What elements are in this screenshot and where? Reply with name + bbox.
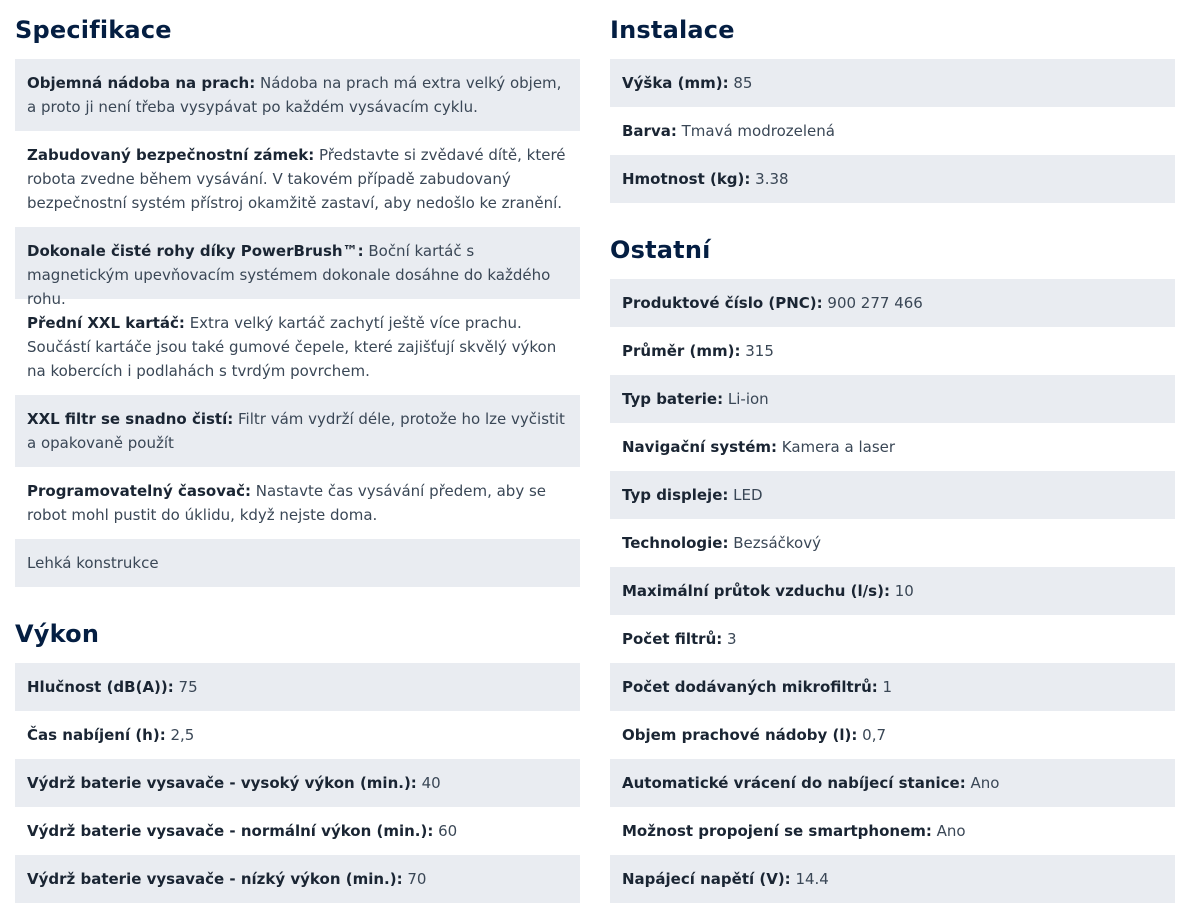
spec-row — [610, 471, 1175, 519]
spec-value: 315 — [740, 342, 774, 360]
spec-value: 85 — [728, 74, 753, 92]
spec-label: Hlučnost (dB(A)): — [27, 678, 174, 696]
spec-row — [610, 375, 1175, 423]
spec-row — [15, 131, 580, 227]
section-title-instalace: Instalace — [610, 16, 735, 44]
spec-row — [610, 759, 1175, 807]
spec-label: Typ displeje: — [622, 486, 729, 504]
spec-row — [610, 567, 1175, 615]
spec-label: XXL filtr se snadno čistí: — [27, 410, 234, 428]
spec-value: Li-ion — [723, 390, 769, 408]
spec-value: 60 — [433, 822, 458, 840]
spec-row — [15, 467, 580, 539]
spec-value: Představte si zvědavé dítě, které robota zvedne během vysávání. V takovém případě zabudovaný bezpečnostní systém přístroj okamžitě zastaví, aby nedošlo ke zranění. — [27, 146, 566, 212]
spec-row — [610, 711, 1175, 759]
spec-value: Extra velký kartáč zachytí ještě více prachu. Součástí kartáče jsou také gumové čepele, které zajišťují skvělý výkon na kobercích i podlahách s tvrdým povrchem. — [27, 314, 557, 380]
spec-label: Průměr (mm): — [622, 342, 741, 360]
spec-row — [610, 855, 1175, 903]
spec-label: Výdrž baterie vysavače - vysoký výkon (min.): — [27, 774, 417, 792]
section-title-ostatni: Ostatní — [610, 236, 711, 264]
spec-value: 900 277 466 — [822, 294, 923, 312]
spec-row — [610, 155, 1175, 203]
spec-row — [610, 615, 1175, 663]
spec-value: 70 — [402, 870, 427, 888]
spec-value: Tmavá modrozelená — [676, 122, 835, 140]
spec-value: 0,7 — [857, 726, 887, 744]
spec-label: Výška (mm): — [622, 74, 729, 92]
spec-label: Technologie: — [622, 534, 729, 552]
spec-label: Přední XXL kartáč: — [27, 314, 185, 332]
spec-label: Objem prachové nádoby (l): — [622, 726, 858, 744]
spec-label: Objemná nádoba na prach: — [27, 74, 256, 92]
spec-row — [15, 759, 580, 807]
spec-label: Čas nabíjení (h): — [27, 726, 166, 744]
spec-value: Kamera a laser — [777, 438, 896, 456]
spec-value: 1 — [877, 678, 893, 696]
spec-value: Filtr vám vydrží déle, protože ho lze vyčistit a opakovaně použít — [27, 410, 565, 452]
spec-value: 14.4 — [790, 870, 829, 888]
spec-row — [610, 327, 1175, 375]
spec-row — [610, 279, 1175, 327]
spec-row — [15, 663, 580, 711]
spec-label: Dokonale čisté rohy díky PowerBrush™: — [27, 242, 364, 260]
spec-row — [610, 807, 1175, 855]
spec-value: 3 — [722, 630, 737, 648]
spec-label: Výdrž baterie vysavače - nízký výkon (min.): — [27, 870, 403, 888]
spec-label: Výdrž baterie vysavače - normální výkon (min.): — [27, 822, 434, 840]
spec-value: 75 — [173, 678, 198, 696]
spec-label: Možnost propojení se smartphonem: — [622, 822, 932, 840]
spec-label: Hmotnost (kg): — [622, 170, 751, 188]
spec-label: Produktové číslo (PNC): — [622, 294, 823, 312]
spec-row — [610, 423, 1175, 471]
spec-label: Barva: — [622, 122, 677, 140]
spec-list-vykon — [15, 663, 580, 903]
spec-list-ostatni — [610, 279, 1175, 903]
spec-value: Nádoba na prach má extra velký objem, a proto ji není třeba vysypávat po každém vysávacím cyklu. — [27, 74, 562, 116]
section-title-specifikace: Specifikace — [15, 16, 172, 44]
spec-value: Ano — [965, 774, 1000, 792]
spec-label: Počet dodávaných mikrofiltrů: — [622, 678, 878, 696]
spec-value: Lehká konstrukce — [27, 554, 159, 572]
spec-row — [15, 227, 580, 308]
spec-row — [15, 299, 580, 395]
spec-label: Navigační systém: — [622, 438, 777, 456]
spec-row — [610, 59, 1175, 107]
spec-row — [15, 711, 580, 759]
spec-label: Napájecí napětí (V): — [622, 870, 791, 888]
spec-label: Zabudovaný bezpečnostní zámek: — [27, 146, 315, 164]
spec-label: Typ baterie: — [622, 390, 724, 408]
spec-row — [610, 519, 1175, 567]
spec-list-specifikace — [15, 59, 580, 587]
spec-value: 2,5 — [165, 726, 195, 744]
spec-row — [610, 663, 1175, 711]
spec-value: Boční kartáč s magnetickým upevňovacím systémem dokonale dosáhne do každého rohu. — [27, 242, 551, 308]
spec-value: 10 — [889, 582, 914, 600]
spec-value: Nastavte čas vysávání předem, aby se robot mohl pustit do úklidu, když nejste doma. — [27, 482, 547, 524]
spec-row — [15, 539, 580, 587]
spec-label: Maximální průtok vzduchu (l/s): — [622, 582, 890, 600]
section-title-vykon: Výkon — [15, 620, 100, 648]
spec-value: LED — [728, 486, 763, 504]
spec-row — [15, 59, 580, 131]
spec-label: Programovatelný časovač: — [27, 482, 251, 500]
spec-value: Bezsáčkový — [728, 534, 821, 552]
spec-row — [15, 855, 580, 903]
spec-list-instalace — [610, 59, 1175, 203]
spec-value: 3.38 — [750, 170, 789, 188]
spec-row — [15, 807, 580, 855]
spec-value: 40 — [416, 774, 441, 792]
spec-label: Počet filtrů: — [622, 630, 723, 648]
spec-row — [610, 107, 1175, 155]
spec-row — [15, 395, 580, 467]
spec-value: Ano — [931, 822, 966, 840]
spec-label: Automatické vrácení do nabíjecí stanice: — [622, 774, 966, 792]
